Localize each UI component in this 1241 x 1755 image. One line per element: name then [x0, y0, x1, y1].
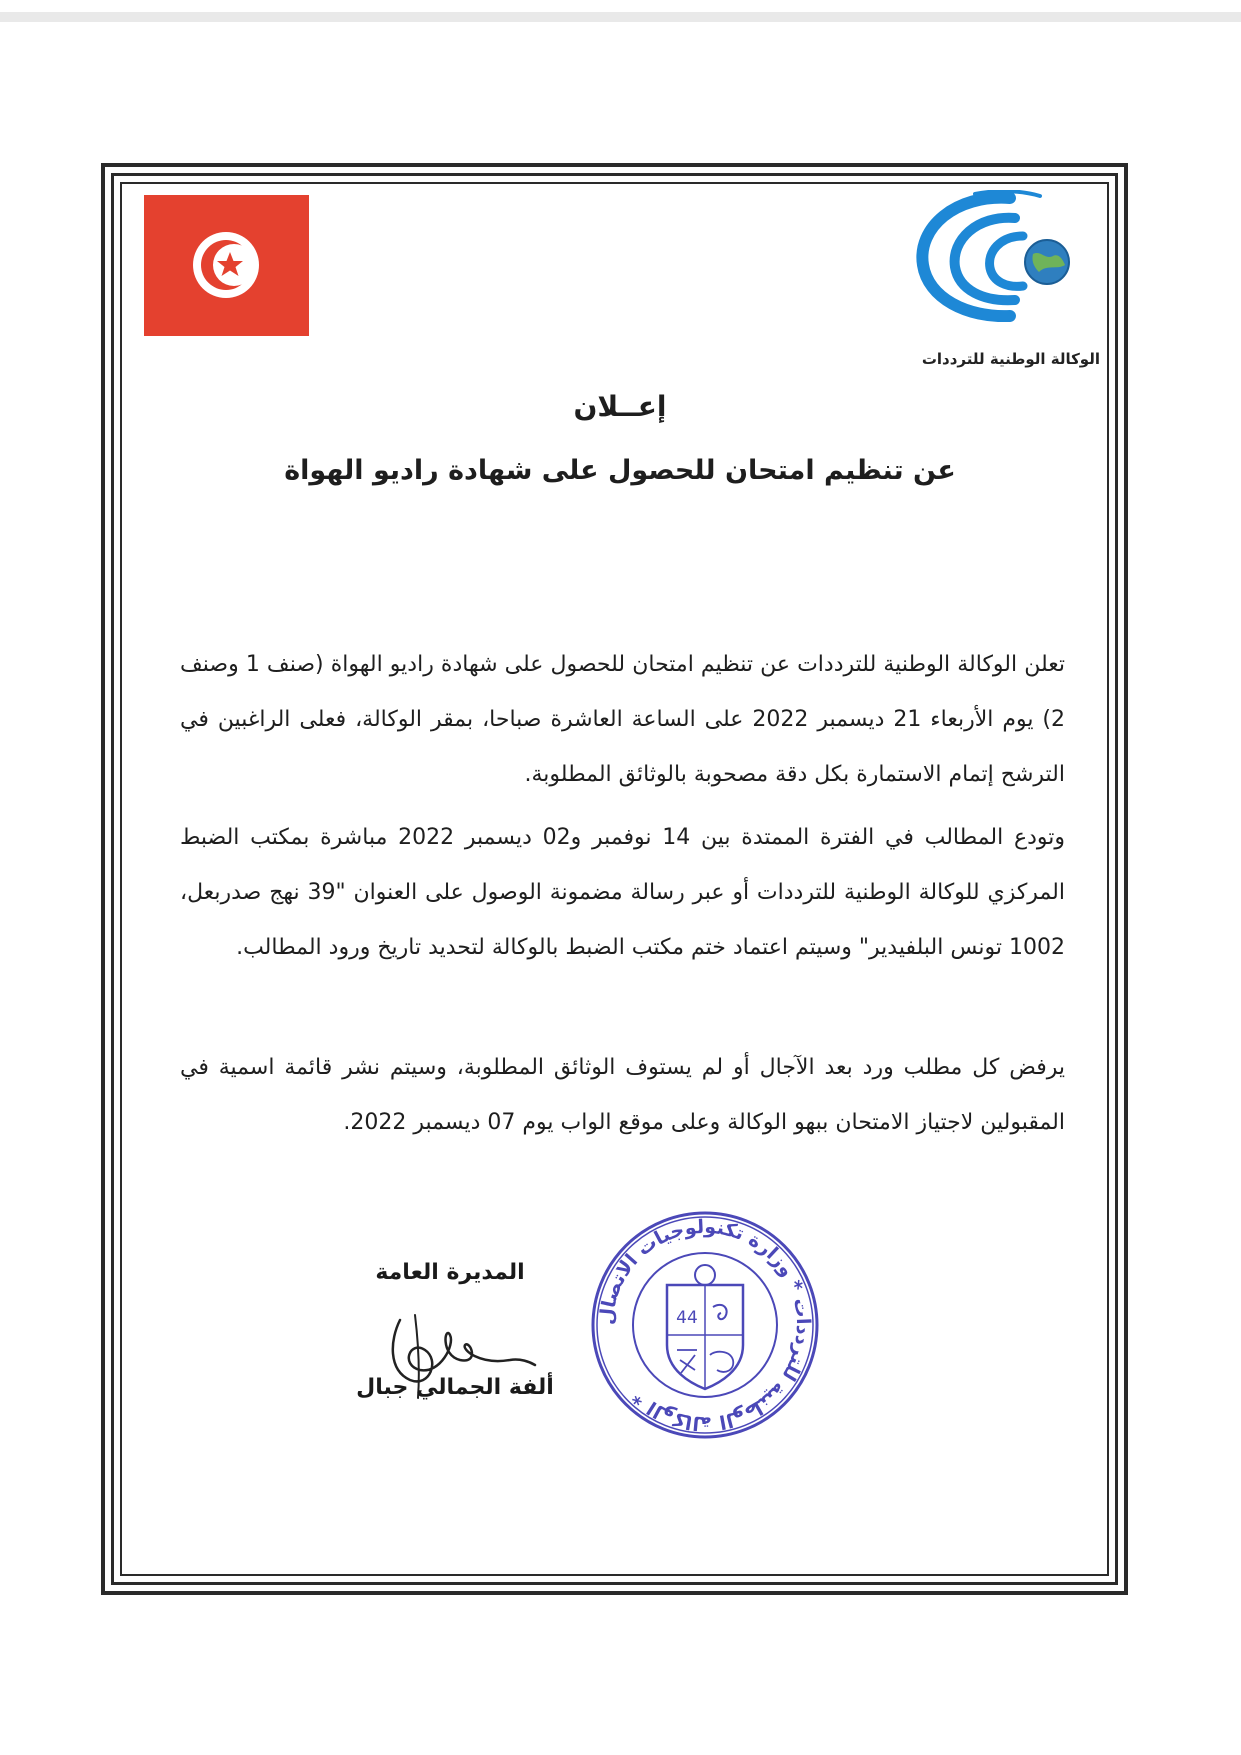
tunisia-flag-icon [144, 195, 309, 336]
paragraph-rejection [180, 1040, 1065, 1150]
official-stamp-icon [585, 1205, 825, 1445]
scan-edge [0, 12, 1241, 22]
paragraph-submission [180, 810, 1065, 975]
stamp-text: الوكالة الوطنية للترددات * وزارة تكنولوجيات الاتصال * [595, 1215, 815, 1435]
paragraph-text: تعلن الوكالة الوطنية للترددات عن تنظيم امتحان للحصول على شهادة راديو الهواة (صنف 1 وصنف 2) يوم الأربعاء 21 ديسمبر 2022 على الساعة العاشرة صباحا، بمقر الوكالة، فعلى الراغبين في الترشح إتمام الاستمارة بكل دقة مصحوبة بالوثائق المطلوبة. [180, 652, 1065, 787]
signatory-name: ألفة الجمالي جبال [356, 1375, 554, 1400]
page-title: إعــلان [573, 390, 667, 423]
stamp-number: 44 [676, 1308, 698, 1328]
paragraph-announcement [180, 637, 1065, 802]
paragraph-text: وتودع المطالب في الفترة الممتدة بين 14 نوفمبر و02 ديسمبر 2022 مباشرة بمكتب الضبط المركزي للوكالة الوطنية للترددات أو عبر رسالة مضمونة الوصول على العنوان "39 نهج صدربعل، 1002 تونس البلفيدير" وسيتم اعتماد ختم مكتب الضبط بالوكالة لتحديد تاريخ ورود المطالب. [180, 825, 1065, 960]
page-subtitle: عن تنظيم امتحان للحصول على شهادة راديو الهواة [284, 455, 956, 486]
paragraph-text: يرفض كل مطلب ورد بعد الآجال أو لم يستوف الوثائق المطلوبة، وسيتم نشر قائمة اسمية في المقبولين لاجتياز الامتحان ببهو الوكالة وعلى موقع الواب يوم 07 ديسمبر 2022. [180, 1055, 1065, 1135]
agency-logo-icon [915, 190, 1100, 322]
signatory-title: المديرة العامة [375, 1260, 525, 1285]
agency-logo-caption: الوكالة الوطنية للترددات [921, 350, 1100, 368]
